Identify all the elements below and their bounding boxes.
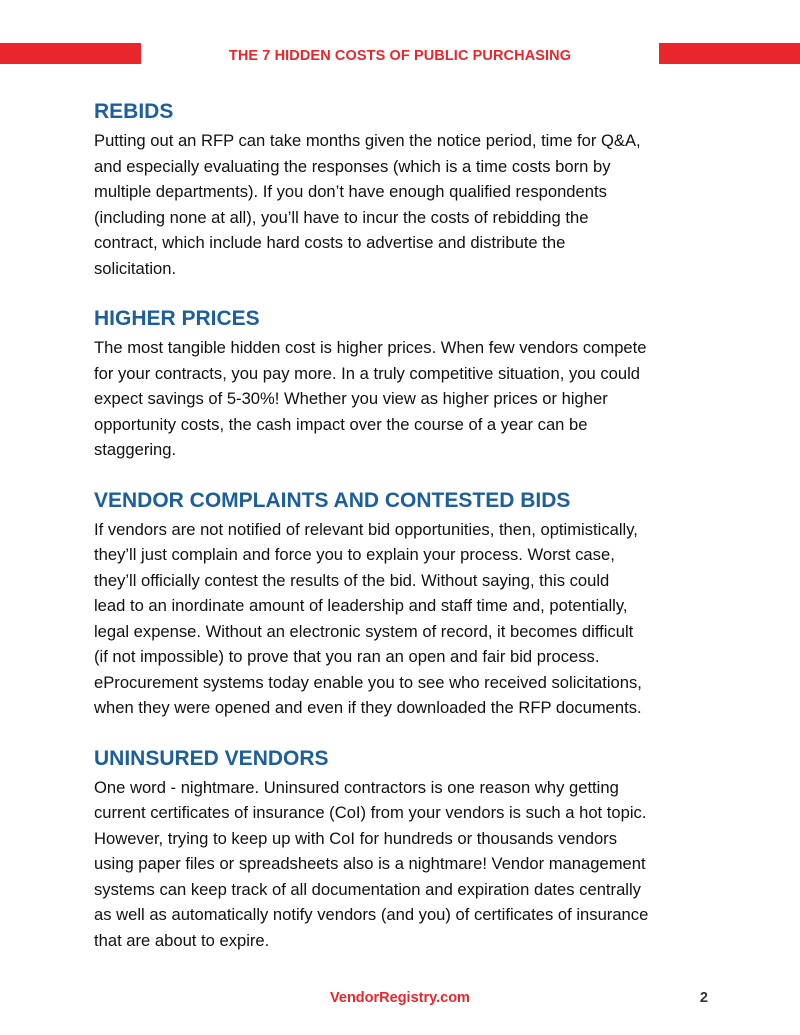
- section-uninsured-vendors: [94, 745, 719, 954]
- footer-site-link[interactable]: VendorRegistry.com: [330, 990, 470, 1006]
- section-heading: VENDOR COMPLAINTS AND CONTESTED BIDS: [94, 488, 571, 512]
- section-heading: REBIDS: [94, 100, 174, 123]
- section-body: If vendors are not notified of relevant bid opportunities, then, optimistically, they’ll just complain and force you to explain your process. Worst case, they’ll officially contest the results of the bid. Without saying, this could lead to an inordinate amount of leadership and staff time and, potentially, legal expense. Without an electronic system of record, it becomes difficult (if not impossible) to prove that you ran an open and fair bid process. eProcurement systems today enable you to see who received solicitations, when they were opened and even if they downloaded the RFP documents.: [94, 519, 642, 717]
- section-vendor-complaints: [94, 487, 719, 721]
- document-header-title: THE 7 HIDDEN COSTS OF PUBLIC PURCHASING: [228, 48, 572, 64]
- section-higher-prices: [94, 305, 719, 463]
- page-content: [94, 98, 719, 977]
- section-heading: UNINSURED VENDORS: [94, 746, 329, 770]
- section-body: The most tangible hidden cost is higher prices. When few vendors compete for your contracts, you pay more. In a truly competitive situation, you could expect savings of 5-30%! Whether you view as higher prices or higher opportunity costs, the cash impact over the course of a year can be staggering.: [94, 338, 647, 459]
- section-rebids: [94, 98, 719, 281]
- section-body: Putting out an RFP can take months given the notice period, time for Q&A, and especially evaluating the responses (which is a time costs born by multiple departments). If you don’t have enough qualified respondents (including none at all), you’ll have to incur the costs of rebidding the contract, which include hard costs to advertise and distribute the solicitation.: [94, 131, 641, 278]
- page-number: 2: [699, 990, 708, 1006]
- section-heading: HIGHER PRICES: [94, 307, 260, 330]
- section-body: One word - nightmare. Uninsured contractors is one reason why getting current certificates of insurance (CoI) from your vendors is such a hot topic. However, trying to keep up with CoI for hundreds or thousands vendors using paper files or spreadsheets also is a nightmare! Vendor management systems can keep track of all documentation and expiration dates centrally as well as automatically notify vendors (and you) of certificates of insurance that are about to expire.: [94, 777, 649, 950]
